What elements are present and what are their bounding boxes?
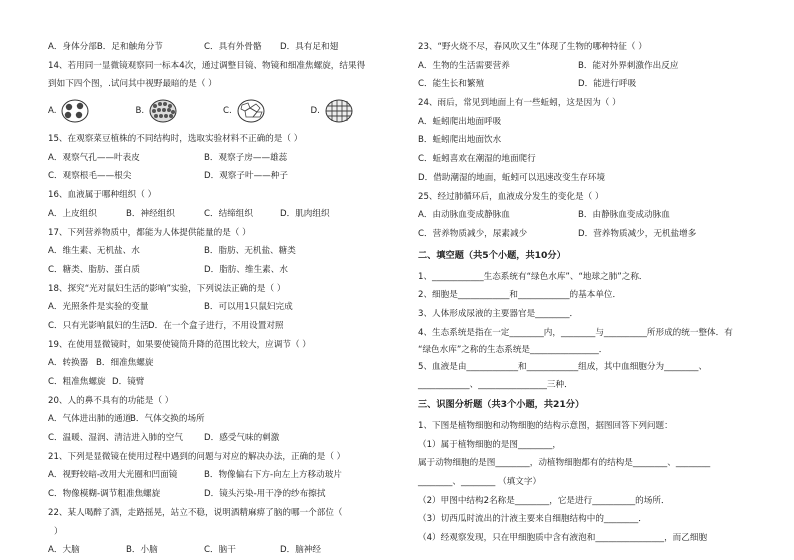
q17-stem: 17、下列营养物质中，都能为人体提供能量的是（ ） xyxy=(48,227,251,238)
diagram-q1-2: 属于动物细胞的是图________，动植物细胞都有的结构是________、________ xyxy=(418,458,711,469)
q20-stem: 20、人的鼻不具有的功能是（ ） xyxy=(48,395,174,406)
q15-options-cd: C．观察根毛——根尖 D．观察子叶——种子 xyxy=(48,171,288,182)
q14-image-b xyxy=(136,98,224,124)
label-c: C. xyxy=(223,106,232,117)
q25-options-ab: A．由动脉血变成静脉血 B．由静脉血变成动脉血 xyxy=(418,210,670,221)
fill-q2: 2、细胞是____________和____________的基本单位． xyxy=(418,290,622,301)
right-column xyxy=(418,38,768,548)
q22-stem-cont: ） xyxy=(54,526,63,537)
q24-option-a: A．蚯蚓爬出地面呼吸 xyxy=(418,116,502,127)
q19-stem: 19、在使用显微镜时，如果要使镜筒升降的范围比较大，应调节（ ） xyxy=(48,339,311,350)
q14-image-a xyxy=(48,98,136,124)
q19-options-cd: C．粗准焦螺旋 D．镜臂 xyxy=(48,377,145,387)
q21-options-ab: A．视野较暗-改用大光圈和凹面镜 B．物像偏右下方-向左上方移动玻片 xyxy=(48,470,342,481)
q22-options: A．大脑 B．小脑 C．脑干 D．脑神经 xyxy=(48,545,321,556)
q23-options-ab: A．生物的生活需要营养 B．能对外界刺激作出反应 xyxy=(418,60,679,71)
q15-stem: 15、在观察菜豆植株的不同结构时，选取实验材料不正确的是（ ） xyxy=(48,134,303,145)
section-fill-blank-title: 二、填空题（共5个小题，共10分） xyxy=(418,249,566,261)
q14-image-c xyxy=(223,98,311,124)
q16-options: A．上皮组织 B．神经组织 C．结缔组织 D．肌肉组织 xyxy=(48,208,330,219)
q16-stem: 16、血液属于哪种组织（ ） xyxy=(48,190,157,201)
q20-options-cd: C．温暖、湿润、清洁进入肺的空气 D．感受气味的刺激 xyxy=(48,433,280,444)
diagram-q1-1: （1）属于植物细胞的是图________， xyxy=(418,439,561,450)
option-a: A．身体分部B．足和触角分节 xyxy=(48,42,163,52)
left-column xyxy=(48,38,398,560)
label-a: A. xyxy=(48,106,57,117)
fill-q5-cont: ____________、________________三种． xyxy=(418,380,573,390)
q14-stem-cont: 到如下四个图，.试问其中视野最暗的是（ ） xyxy=(48,79,217,90)
fill-q4: 4、生态系统是指在一定________内，________与__________所形成的统一整体．有 xyxy=(418,327,733,338)
q14-stem: 14、若用同一显微镜观察同一标本4次，通过调整目镜、物镜和细准焦螺旋，结果得 xyxy=(48,60,366,71)
label-d: D. xyxy=(310,106,320,117)
q21-stem: 21、下列是显微镜在使用过程中遇到的问题与对应的解决办法，正确的是（ ） xyxy=(48,451,346,462)
diagram-q1-4: （2）甲图中结构2名称是________，它是进行__________的场所． xyxy=(418,495,670,506)
q14-image-d xyxy=(311,98,399,124)
q23-stem: 23、“野火烧不尽，春风吹又生”体现了生物的哪种特征（ ） xyxy=(418,42,647,52)
q17-options-cd: C．糖类、脂肪、蛋白质 D．脂肪、维生素、水 xyxy=(48,264,288,275)
fill-q1: 1、____________生态系统有“绿色水库”、“地球之肺”之称． xyxy=(418,271,648,282)
q14-images xyxy=(48,96,398,126)
diagram-q1-5: （3）切西瓜时流出的汁液主要来自细胞结构中的________． xyxy=(418,514,647,525)
q13-options xyxy=(48,38,398,57)
q15-options-ab: A．观察气孔——叶表皮 B．观察子房——雄蕊 xyxy=(48,152,288,163)
diagram-q1-3: ________、________ （填文字） xyxy=(418,477,542,488)
option-c: C．具有外骨骼 xyxy=(204,42,262,52)
option-d: D．具有足和翅 xyxy=(280,42,339,52)
q24-option-c: C．蚯蚓喜欢在潮湿的地面爬行 xyxy=(418,154,536,165)
q19-options-ab: A．转换器 B．细准焦螺旋 xyxy=(48,358,154,369)
q25-options-cd: C．营养物质减少，尿素减少 D．营养物质减少，无机盐增多 xyxy=(418,228,697,239)
q25-stem: 25、经过肺循环后，血液成分发生的变化是（ ） xyxy=(418,191,604,202)
q24-option-d: D．借助潮湿的地面，蚯蚓可以迅速改变生存环境 xyxy=(418,172,606,183)
q22-stem: 22、某人喝醉了酒，走路摇晃，站立不稳，说明酒精麻痹了脑的哪一个部位（ xyxy=(48,507,343,518)
cell-view-a-icon xyxy=(60,98,90,124)
diagram-q1: 1、下图是植物细胞和动物细胞的结构示意图，据图回答下列问题： xyxy=(418,421,673,431)
q23-options-cd: C．能生长和繁殖 D．能进行呼吸 xyxy=(418,79,637,90)
cell-view-c-icon xyxy=(236,98,266,124)
q24-stem: 24、雨后，常见到地面上有一些蚯蚓，这是因为（ ） xyxy=(418,98,621,109)
q24-option-b: B．蚯蚓爬出地面饮水 xyxy=(418,135,502,146)
q18-stem: 18、探究“光对鼠妇生活的影响”实验，下列说法正确的是（ ） xyxy=(48,283,286,294)
fill-q5: 5、血液是由____________和____________组成，其中血细胞分为________、 xyxy=(418,362,708,373)
q21-options-cd: C．物像模糊-调节粗准焦螺旋 D．镜头污染-用干净的纱布擦拭 xyxy=(48,489,326,500)
fill-q4-cont: “绿色水库”之称的生态系统是________________． xyxy=(418,345,608,356)
fill-q3: 3、人体形成尿液的主要器官是________． xyxy=(418,308,579,319)
section-diagram-title: 三、识图分析题（共3个小题，共21分） xyxy=(418,399,585,410)
q20-options-ab: A．气体进出肺的通道 B．气体交换的场所 xyxy=(48,414,205,425)
diagram-q1-6: （4）经观察发现，只在甲细胞质中含有液泡和________________，而乙细胞 xyxy=(418,533,708,544)
q18-options-cd: C．只有光影响鼠妇的生活 D．在一个盒子进行，不用设置对照 xyxy=(48,320,284,331)
q18-options-ab: A．光照条件是实验的变量 B．可以用1只鼠妇完成 xyxy=(48,302,293,313)
label-b: B. xyxy=(135,106,145,117)
cell-view-d-icon xyxy=(324,98,354,124)
q17-options-ab: A．维生素、无机盐、水 B．脂肪、无机盐、糖类 xyxy=(48,246,296,257)
cell-view-b-icon xyxy=(148,98,178,124)
